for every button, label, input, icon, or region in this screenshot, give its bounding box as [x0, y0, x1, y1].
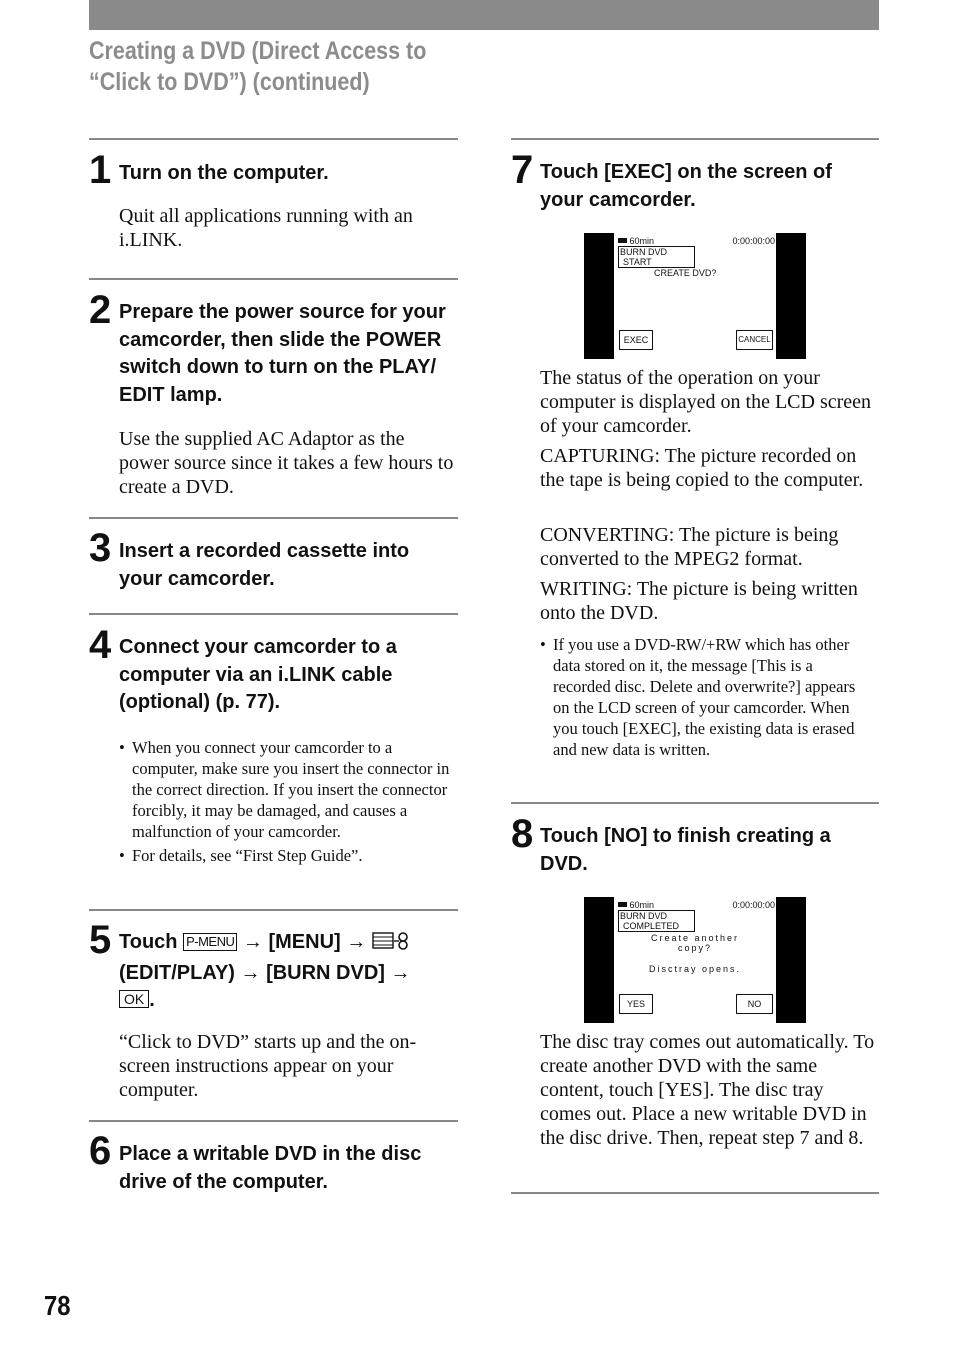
lcd-screen-completed [584, 897, 806, 1023]
step-number: 4 [89, 623, 112, 667]
step-body: CONVERTING: The picture is being converted to the MPEG2 format. [540, 524, 839, 570]
note-item: • For details, see “First Step Guide”. [119, 845, 457, 866]
touch-word: Touch [119, 931, 178, 953]
status-line-2: COMPLETED [623, 921, 680, 931]
lcd-message: copy? [677, 943, 713, 953]
cancel-button[interactable]: CANCEL [736, 330, 773, 350]
step-divider [89, 517, 458, 519]
battery-indicator [618, 900, 654, 910]
step-number: 8 [511, 812, 534, 856]
status-line-2: START [623, 257, 652, 267]
step-notes [540, 634, 870, 763]
burn-dvd-label: [BURN DVD] [266, 961, 385, 984]
p-menu-button-label: P-MENU [183, 933, 237, 951]
step-divider [511, 138, 879, 140]
step-body: Use the supplied AC Adaptor as the power source since it takes a few hours to create a DVD. [119, 428, 454, 498]
battery-time: 60min [629, 900, 655, 910]
arrow-icon: → [346, 931, 367, 953]
step-heading: Touch [NO] to finish creating a DVD. [540, 825, 831, 875]
status-line-1: BURN DVD [620, 911, 668, 921]
step-heading: Insert a recorded cassette into your camcorder. [119, 540, 410, 590]
step-divider [511, 802, 879, 804]
step-number: 7 [511, 148, 534, 192]
lcd-message: Create another [650, 933, 740, 943]
battery-indicator [618, 236, 654, 246]
edit-play-icon [372, 931, 412, 960]
step-heading: Connect your camcorder to a computer via an i.LINK cable (optional) (p. 77). [119, 636, 397, 713]
ok-button-label: OK [119, 990, 149, 1008]
note-item: • If you use a DVD-RW/+RW which has other data stored on it, the message [This is a recorded disc. Delete and overwrite?] appears on the LCD screen of your camcorder. When you touch [EXEC], the existing data is erased and new data is written. [540, 634, 870, 760]
lcd-screen-create [584, 233, 806, 359]
step-heading [119, 929, 454, 1015]
step-heading: Place a writable DVD in the disc drive of the computer. [119, 1143, 422, 1193]
step-heading: Touch [EXEC] on the screen of your camcorder. [540, 161, 832, 211]
period: . [149, 989, 155, 1011]
step-divider [89, 613, 458, 615]
menu-label: [MENU] [268, 931, 341, 953]
yes-button[interactable]: YES [619, 994, 653, 1014]
page-title-line2: “Click to DVD”) (continued) [89, 68, 370, 96]
step-body: “Click to DVD” starts up and the on-screen instructions appear on your computer. [119, 1031, 417, 1101]
step-body: The status of the operation on your computer is displayed on the LCD screen of your camcorder. [540, 367, 872, 437]
step-divider [89, 909, 458, 911]
step-body: WRITING: The picture is being written onto the DVD. [540, 578, 858, 624]
timecode: 0:00:00:00 [732, 236, 775, 246]
header-bar [89, 0, 879, 30]
step-notes [119, 737, 457, 869]
note-item: • When you connect your camcorder to a computer, make sure you insert the connector in the correct direction. If you insert the connector forcibly, it may be damaged, and causes a malfunction of your camcorder. [119, 737, 457, 842]
step-body: Quit all applications running with an i.LINK. [119, 205, 413, 251]
battery-icon [618, 902, 627, 907]
step-divider [89, 1120, 458, 1122]
step-number: 3 [89, 526, 112, 570]
lcd-message: Disctray opens. [648, 964, 742, 974]
section-end-divider [511, 1192, 879, 1194]
step-body: CAPTURING: The picture recorded on the tape is being copied to the computer. [540, 445, 864, 491]
timecode: 0:00:00:00 [732, 900, 775, 910]
step-number: 5 [89, 918, 112, 962]
lcd-message: CREATE DVD? [654, 268, 717, 278]
status-box [618, 246, 695, 268]
battery-time: 60min [629, 236, 655, 246]
page-title-line1: Creating a DVD (Direct Access to [89, 37, 427, 65]
exec-button[interactable]: EXEC [619, 330, 653, 350]
step-heading: Prepare the power source for your camcorder, then slide the POWER switch down to turn on the PLAY/ EDIT lamp. [119, 301, 446, 406]
page-title [89, 36, 450, 98]
page-number: 78 [44, 1290, 71, 1321]
step-heading: Turn on the computer. [119, 162, 329, 184]
step-divider [89, 138, 458, 140]
lcd-display [614, 897, 776, 1023]
edit-play-label: (EDIT/PLAY) [119, 961, 235, 984]
arrow-icon: → [390, 961, 411, 984]
step-number: 1 [89, 148, 112, 192]
status-line-1: BURN DVD [620, 247, 668, 257]
step-number: 6 [89, 1129, 112, 1173]
step-number: 2 [89, 288, 112, 332]
battery-icon [618, 238, 627, 243]
status-box [618, 910, 695, 932]
arrow-icon: → [242, 931, 263, 953]
step-body: The disc tray comes out automatically. To create another DVD with the same content, touch [YES]. The disc tray comes out. Place a new writable DVD in the disc drive. Then, repeat step 7 and 8. [540, 1031, 875, 1149]
arrow-icon: → [240, 961, 261, 984]
lcd-display [614, 233, 776, 359]
no-button[interactable]: NO [736, 994, 773, 1014]
step-divider [89, 278, 458, 280]
